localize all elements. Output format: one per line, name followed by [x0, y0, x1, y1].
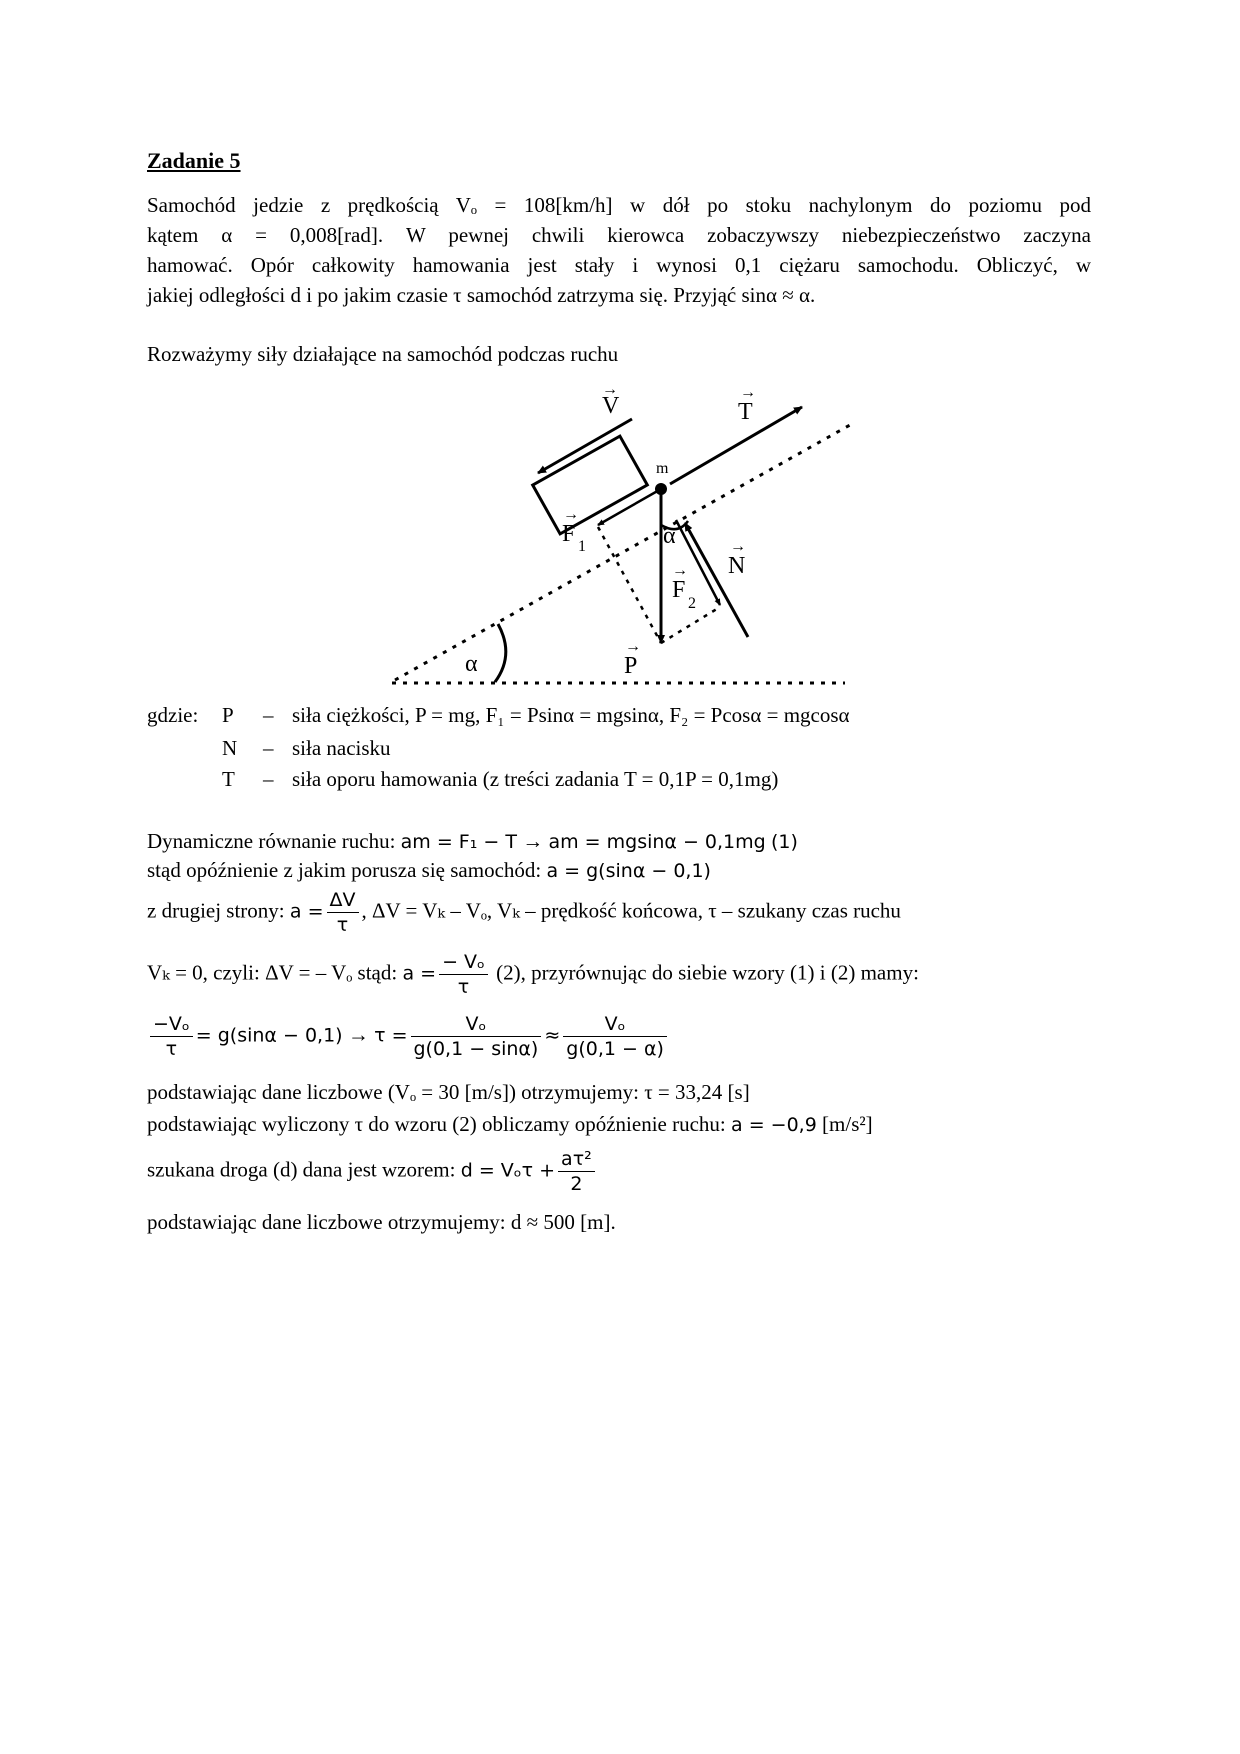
subst2-text: podstawiając wyliczony τ do wzoru (2) obliczamy opóźnienie ruchu:: [147, 1112, 726, 1136]
slope-line: [395, 425, 850, 680]
druga-label: z drugiej strony:: [147, 898, 285, 923]
tau-fraction-1: [411, 1012, 542, 1061]
f2-vector-mark: →: [672, 562, 688, 579]
legend-sym-n: N: [222, 736, 238, 760]
tau-f1-den: g(0,1 − sinα): [411, 1036, 542, 1061]
vk-text: Vₖ = 0, czyli: ΔV = – Vₒ stąd:: [147, 960, 398, 985]
tau-equation-line: [147, 1012, 670, 1061]
tau-lhs-den: τ: [150, 1036, 193, 1061]
vk-rest: (2), przyrównując do siebie wzory (1) i (2) mamy:: [496, 960, 919, 985]
legend-sym-t: T: [222, 767, 235, 791]
car-body: [533, 436, 648, 534]
subst2-eq: a = −0,9: [731, 1114, 817, 1136]
task-title: Zadanie 5: [147, 148, 241, 173]
tau-lhs-num: −Vₒ: [153, 1013, 190, 1035]
dynamic-equation-line: [147, 826, 798, 857]
druga-a: a =: [289, 900, 324, 923]
gravity-label: P: [624, 653, 638, 679]
droga-den: 2: [558, 1171, 595, 1196]
vk-line: [147, 950, 919, 999]
legend-gdzie: gdzie:: [147, 703, 199, 727]
resistance-arrow: [670, 407, 802, 484]
tau-f2-num: Vₒ: [604, 1013, 626, 1035]
component-dotted-1: [598, 527, 661, 643]
droga-num: aτ²: [561, 1148, 592, 1170]
tau-eq: = g(sinα − 0,1): [195, 1024, 343, 1047]
angle-arc-bottom: [495, 624, 506, 682]
druga-num: ΔV: [329, 889, 356, 911]
druga-rest: , ΔV = Vₖ – Vₒ, Vₖ – prędkość końcowa, τ – szukany czas ruchu: [361, 898, 901, 923]
opoz-eq: a = g(sinα − 0,1): [546, 860, 711, 882]
substitution-line-1: podstawiając dane liczbowe (Vₒ = 30 [m/s]) otrzymujemy: τ = 33,24 [s]: [147, 1080, 750, 1104]
tau-f1-num: Vₒ: [465, 1013, 487, 1035]
tau-t: τ =: [374, 1024, 408, 1047]
problem-line-3: hamować. Opór całkowity hamowania jest stały i wynosi 0,1 ciężaru samochodu. Obliczyć, w: [147, 253, 1091, 277]
droga-eq: d = Vₒτ +: [460, 1159, 556, 1182]
legend-desc-p: siła ciężkości, P = mg, F₁ = Psinα = mgsinα, F₂ = Pcosα = mgcosα: [292, 703, 850, 727]
f1-vector-mark: →: [563, 506, 579, 523]
f2-sub-label: 2: [688, 595, 696, 612]
resistance-label: T: [738, 399, 753, 425]
gravity-vector-mark: →: [625, 638, 641, 655]
tau-arrow: →: [347, 1022, 369, 1047]
velocity-vector-mark: →: [602, 381, 618, 398]
f1-label: F: [562, 521, 576, 547]
legend-desc-t: siła oporu hamowania (z treści zadania T = 0,1P = 0,1mg): [292, 767, 779, 791]
tau-approx: ≈: [544, 1024, 561, 1047]
droga-fraction: [558, 1147, 595, 1196]
distance-formula-line: [147, 1147, 598, 1196]
dyn-eq-1: am = F₁ − T: [400, 831, 517, 853]
vk-num: − Vₒ: [442, 951, 485, 973]
legend-dash-p: –: [263, 703, 274, 727]
velocity-arrow: [538, 419, 632, 473]
legend-dash-t: –: [263, 767, 274, 791]
vk-a: a =: [402, 962, 437, 985]
deceleration-line: [147, 855, 711, 886]
droga-label: szukana droga (d) dana jest wzorem:: [147, 1157, 456, 1182]
normal-label: N: [728, 553, 746, 579]
second-side-line: [147, 888, 901, 937]
velocity-label: V: [602, 393, 620, 419]
dyn-eq-number: (1): [770, 831, 798, 853]
problem-line-4: jakiej odległości d i po jakim czasie τ samochód zatrzyma się. Przyjąć sinα ≈ α.: [147, 283, 816, 307]
delta-v-fraction: [327, 888, 359, 937]
final-result-line: podstawiając dane liczbowe otrzymujemy: d ≈ 500 [m].: [147, 1210, 616, 1234]
legend-dash-n: –: [263, 736, 274, 760]
problem-line-2: kątem α = 0,008[rad]. W pewnej chwili kierowca zobaczywszy niebezpieczeństwo zaczyna: [147, 223, 1091, 247]
legend-sym-p: P: [222, 703, 234, 727]
dyn-eq-2: am = mgsinα − 0,1mg: [548, 831, 766, 853]
legend-desc-n: siła nacisku: [292, 736, 391, 760]
alpha-top-label: α: [663, 523, 676, 549]
druga-den: τ: [327, 912, 359, 937]
intro-text: Rozważymy siły działające na samochód podczas ruchu: [147, 342, 619, 366]
substitution-line-2: [147, 1109, 873, 1140]
mass-label: m: [656, 460, 669, 477]
force-diagram: [380, 375, 860, 695]
vk-den: τ: [439, 974, 488, 999]
problem-line-1: Samochód jedzie z prędkością Vₒ = 108[km/h] w dół po stoku nachylonym do poziomu pod: [147, 193, 1091, 217]
dyn-arrow: →: [522, 829, 544, 853]
opoz-label: stąd opóźnienie z jakim porusza się samochód:: [147, 858, 542, 882]
tau-f2-den: g(0,1 − α): [563, 1036, 667, 1061]
tau-lhs-fraction: [150, 1012, 193, 1061]
dyn-label: Dynamiczne równanie ruchu:: [147, 829, 396, 853]
normal-vector-mark: →: [730, 538, 746, 555]
resistance-vector-mark: →: [740, 384, 756, 401]
alpha-bottom-label: α: [465, 651, 478, 677]
vk-fraction: [439, 950, 488, 999]
subst2-unit: [m/s²]: [822, 1112, 873, 1136]
f2-label: F: [672, 577, 686, 603]
f1-sub-label: 1: [578, 538, 586, 555]
tau-fraction-2: [563, 1012, 667, 1061]
component-dotted-2: [661, 607, 720, 643]
